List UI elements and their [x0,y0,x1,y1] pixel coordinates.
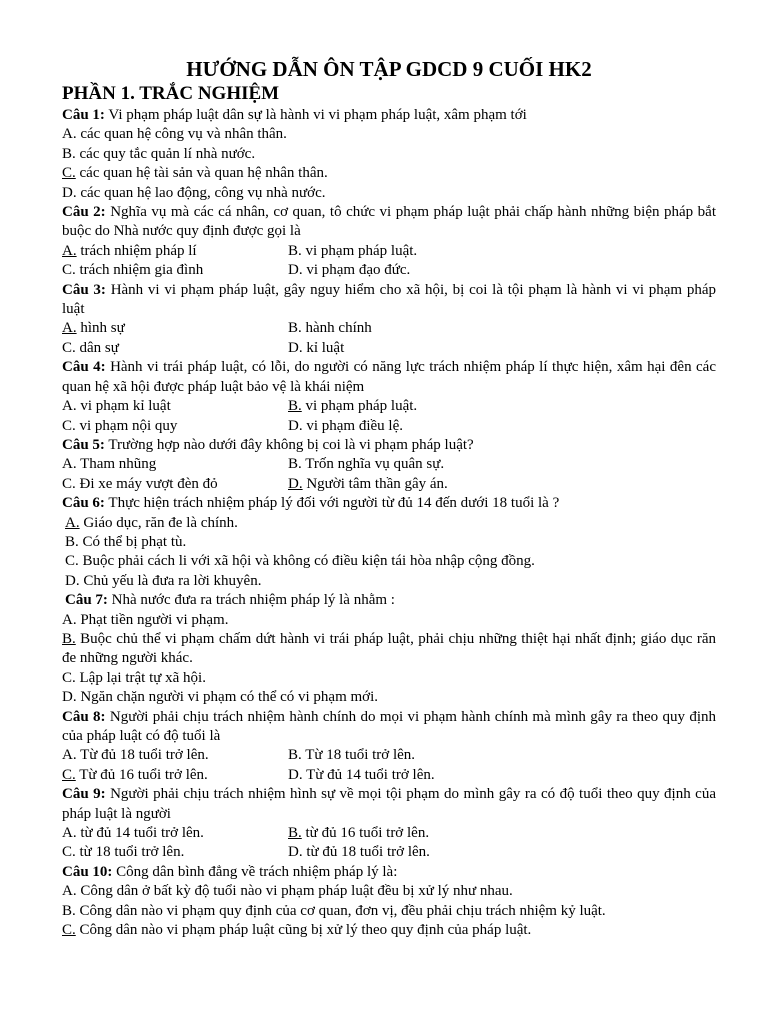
question-text: Trường hợp nào dưới đây không bị coi là vi phạm pháp luật? [104,436,474,453]
option-d: D. từ đủ 18 tuổi trở lên. [288,844,430,861]
question-text: Công dân bình đẳng về trách nhiệm pháp lý là: [112,863,398,880]
answer-letter: A. [65,514,80,531]
option-c: C. vi phạm nội quy [62,417,178,434]
question-text: Hành vi trái pháp luật, có lỗi, do người có năng lực trách nhiệm pháp lí thực hiện, xâm hại đên các quan hệ xã hội được pháp luật bảo vệ là khái niệm [62,359,716,395]
option-d: D. Ngăn chặn người vi phạm có thể có vi phạm mới. [62,689,379,706]
question-10 [62,863,716,941]
section-heading: PHẦN 1. TRẮC NGHIỆM [62,83,280,104]
answer-letter: A. [62,242,77,259]
option-b: B. Có thể bị phạt tù. [65,533,187,550]
option-b: B. các quy tắc quản lí nhà nước. [62,145,256,162]
question-text: Người phải chịu trách nhiệm hình sự về mọi tội phạm do mình gây ra có độ tuổi theo quy định của pháp luật là người [62,786,716,822]
question-label: Câu 8: [62,708,106,725]
question-label: Câu 4: [62,359,106,376]
option-c: C. các quan hệ tài sản và quan hệ nhân thân. [62,165,328,182]
question-label: Câu 1: [62,107,105,123]
option-c: C. Công dân nào vi phạm pháp luật cũng bị xử lý theo quy định của pháp luật. [62,922,532,939]
option-c: C. Lập lại trật tự xã hội. [62,669,206,686]
option-c: C. Đi xe máy vượt đèn đỏ [62,475,218,492]
option-a: A. vi phạm kỉ luật [62,398,171,415]
option-a: A. Công dân ở bất kỳ độ tuổi nào vi phạm pháp luật đều bị xử lý như nhau. [62,883,513,900]
option-c: C. Từ đủ 16 tuổi trở lên. [62,766,208,783]
question-7 [62,591,716,707]
answer-letter: B. [288,825,302,842]
option-c: C. từ 18 tuổi trở lên. [62,844,185,861]
option-a: A. Phạt tiền người vi phạm. [62,611,229,628]
option-b: B. hành chính [288,320,372,337]
document-title: HƯỚNG DẪN ÔN TẬP GDCD 9 CUỐI HK2 [186,57,592,81]
option-a: A. các quan hệ công vụ và nhân thân. [62,126,287,143]
answer-letter: D. [288,475,303,492]
option-d: D. Từ đủ 14 tuổi trở lên. [288,766,435,783]
question-1 [62,106,716,203]
question-label: Câu 6: [62,495,105,512]
option-b: B. Từ 18 tuổi trở lên. [288,747,416,764]
question-2 [62,203,716,281]
question-label: Câu 7: [65,592,108,609]
option-b: B. Trốn nghĩa vụ quân sự. [288,456,445,473]
option-b: B. từ đủ 16 tuổi trở lên. [288,825,430,842]
question-label: Câu 9: [62,786,106,803]
option-a: A. Giáo dục, răn đe là chính. [65,514,238,531]
option-c: C. dân sự [62,339,119,356]
question-label: Câu 10: [62,863,113,880]
option-c: C. Buộc phải cách li với xã hội và không có điều kiện tái hòa nhập cộng đồng. [65,553,535,570]
question-label: Câu 2: [62,204,106,221]
answer-letter: B. [62,630,76,647]
option-b: B. vi phạm pháp luật. [288,242,418,259]
question-text: Người phải chịu trách nhiệm hành chính do mọi vi phạm hành chính mà mình gây ra theo quy định của pháp luật có độ tuổi là [62,708,716,744]
answer-letter: B. [288,398,302,415]
answer-letter: C. [62,165,76,182]
question-6 [62,494,716,591]
question-4 [62,358,716,436]
question-5 [62,436,716,494]
question-text: Vi phạm pháp luật dân sự là hành vi vi phạm pháp luật, xâm phạm tới [104,107,527,123]
option-a: A. Từ đủ 18 tuổi trở lên. [62,747,209,764]
question-text: Hành vi vi phạm pháp luật, gây nguy hiểm cho xã hội, bị coi là tội phạm là hành vi vi phạm pháp luật [62,281,717,318]
answer-letter: A. [62,320,77,337]
option-b: B. Công dân nào vi phạm quy định của cơ quan, đơn vị, đều phải chịu trách nhiệm kỷ luật. [62,902,606,919]
option-d: D. kỉ luật [288,339,345,356]
option-a: A. Tham nhũng [62,456,157,473]
option-d: D. vi phạm đạo đức. [288,262,411,279]
question-3 [62,281,716,359]
answer-letter: C. [62,766,76,783]
option-b: B. vi phạm pháp luật. [288,398,418,415]
question-9 [62,785,716,863]
question-text: Thực hiện trách nhiệm pháp lý đối với người từ đủ 14 đến dưới 18 tuổi là ? [104,495,560,512]
option-a: A. hình sự [62,320,125,337]
option-a: A. trách nhiệm pháp lí [62,242,197,259]
question-label: Câu 3: [62,281,106,298]
question-text: Nhà nước đưa ra trách nhiệm pháp lý là nhằm : [107,592,395,609]
option-b: B. Buộc chủ thể vi phạm chấm dứt hành vi trái pháp luật, phải chịu những thiệt hại nhất định; giáo dục răn đe những người khác. [62,630,716,667]
question-8 [62,708,716,786]
option-a: A. từ đủ 14 tuổi trở lên. [62,825,204,842]
question-label: Câu 5: [62,436,105,453]
answer-letter: C. [62,922,76,939]
option-d: D. các quan hệ lao động, công vụ nhà nước. [62,184,326,201]
question-text: Nghĩa vụ mà các cá nhân, cơ quan, tô chức vi phạm pháp luật phải chấp hành những biện pháp bắt buộc do Nhà nước quy định được gọi là [62,204,717,240]
option-d: D. Người tâm thần gây án. [288,475,448,492]
option-c: C. trách nhiệm gia đình [62,262,204,279]
option-d: D. Chủ yếu là đưa ra lời khuyên. [65,572,262,589]
option-d: D. vi phạm điều lệ. [288,417,403,434]
